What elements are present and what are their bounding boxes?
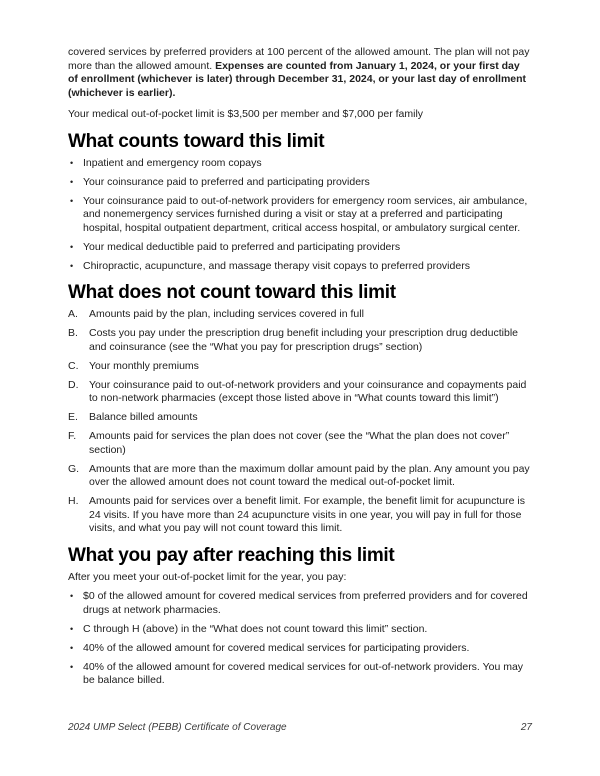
letter-marker: G. (68, 462, 80, 475)
list-item (68, 623, 532, 637)
bullet-icon: • (70, 642, 74, 653)
out-of-pocket-limit-paragraph: Your medical out-of-pocket limit is $3,500 per member and $7,000 per family (68, 108, 424, 120)
list-item (68, 241, 532, 255)
bullet-icon: • (70, 661, 74, 672)
list-item-text: $0 of the allowed amount for covered medical services from preferred providers and for covered drugs at network pharmacies. (83, 590, 528, 616)
after-limit-intro-line: After you meet your out-of-pocket limit for the year, you pay: (68, 570, 347, 583)
heading-what-does-not-count-toward-limit: What does not count toward this limit (68, 282, 396, 303)
list-item (68, 495, 532, 536)
list-item-text: Balance billed amounts (89, 411, 198, 423)
list-item-text: Costs you pay under the prescription drug benefit including your prescription drug deductible and coinsurance (see the “What you pay for prescription drugs” section) (89, 327, 519, 353)
letter-marker: E. (68, 411, 78, 423)
list-item-text: 40% of the allowed amount for covered medical services for out-of-network providers. You may be balance billed. (83, 660, 524, 686)
bullet-icon: • (70, 623, 74, 634)
list-item-text: Inpatient and emergency room copays (83, 156, 262, 169)
list-item (68, 327, 532, 354)
list-item-text: Your coinsurance paid to out-of-network providers and your coinsurance and copayments paid to non-network pharmacies (except those listed above in “What counts toward this limit”) (89, 378, 527, 404)
list-item (68, 642, 532, 656)
list-item (68, 360, 532, 374)
list-item (68, 590, 532, 617)
list-item-text: Your monthly premiums (89, 359, 199, 372)
list-item (68, 411, 532, 425)
heading-what-counts-toward-limit: What counts toward this limit (68, 130, 325, 152)
list-item (68, 463, 532, 490)
bullet-icon: • (70, 260, 74, 271)
bullet-icon: • (70, 241, 74, 252)
what-you-pay-list (68, 590, 532, 688)
footer-document-title: 2024 UMP Select (PEBB) Certificate of Coverage (68, 722, 287, 733)
list-item (68, 308, 532, 322)
what-does-not-count-list (68, 308, 532, 536)
list-item (68, 195, 532, 236)
list-item-text: Amounts that are more than the maximum dollar amount paid by the plan. Any amount you pay over the allowed amount does not count toward the medical out-of-pocket limit. (89, 462, 530, 488)
list-item-text: Chiropractic, acupuncture, and massage therapy visit copays to preferred providers (83, 259, 470, 272)
footer-page-number: 27 (520, 722, 532, 733)
list-item-text: Your coinsurance paid to out-of-network providers for emergency room services, air ambulance, and nonemergency services furnished during a visit or stay at a preferred and participating hospital, hospital outpatient department, critical access hospital, or ambulatory surgical center. (83, 194, 528, 234)
list-item-text: 40% of the allowed amount for covered medical services for participating providers. (83, 641, 470, 654)
bullet-icon: • (70, 591, 74, 601)
letter-marker: D. (68, 378, 79, 391)
list-item (68, 260, 532, 274)
page-content (68, 46, 532, 693)
list-item (68, 661, 532, 688)
heading-what-you-pay-after-reaching-limit: What you pay after reaching this limit (68, 544, 395, 566)
intro-paragraph-normal-text: covered services by preferred providers at 100 percent of the allowed amount. The plan will not pay more than the allowed amount. (68, 46, 530, 72)
list-item (68, 176, 532, 190)
list-item-text: C through H (above) in the “What does not count toward this limit” section. (83, 622, 428, 635)
list-item (68, 379, 532, 406)
list-item (68, 430, 532, 457)
list-item-text: Your medical deductible paid to preferred and participating providers (83, 240, 401, 253)
intro-paragraph-bold-text: Expenses are counted from January 1, 2024, or your first day of enrollment (whichever is later) through December 31, 2024, or your last day of enrollment (whichever is earlier). (68, 59, 527, 99)
list-item-text: Your coinsurance paid to preferred and participating providers (83, 175, 370, 188)
list-item-text: Amounts paid for services the plan does not cover (see the “What the plan does not cover” section) (89, 430, 510, 456)
list-item-text: Amounts paid by the plan, including services covered in full (89, 308, 364, 320)
letter-marker: H. (68, 495, 79, 507)
bullet-icon: • (70, 157, 74, 168)
list-item-text: Amounts paid for services over a benefit limit. For example, the benefit limit for acupuncture is 24 visits. If you have more than 24 acupuncture visits in one year, you will pay in full for those visits, and what you pay will not count toward this limit. (89, 495, 525, 534)
page-footer (68, 721, 532, 734)
letter-marker: F. (68, 430, 77, 442)
what-counts-list (68, 157, 532, 274)
letter-marker: A. (68, 308, 78, 320)
intro-paragraph (68, 46, 532, 100)
bullet-icon: • (70, 176, 74, 187)
letter-marker: C. (68, 359, 79, 372)
bullet-icon: • (70, 195, 74, 206)
letter-marker: B. (68, 327, 78, 339)
list-item (68, 157, 532, 171)
